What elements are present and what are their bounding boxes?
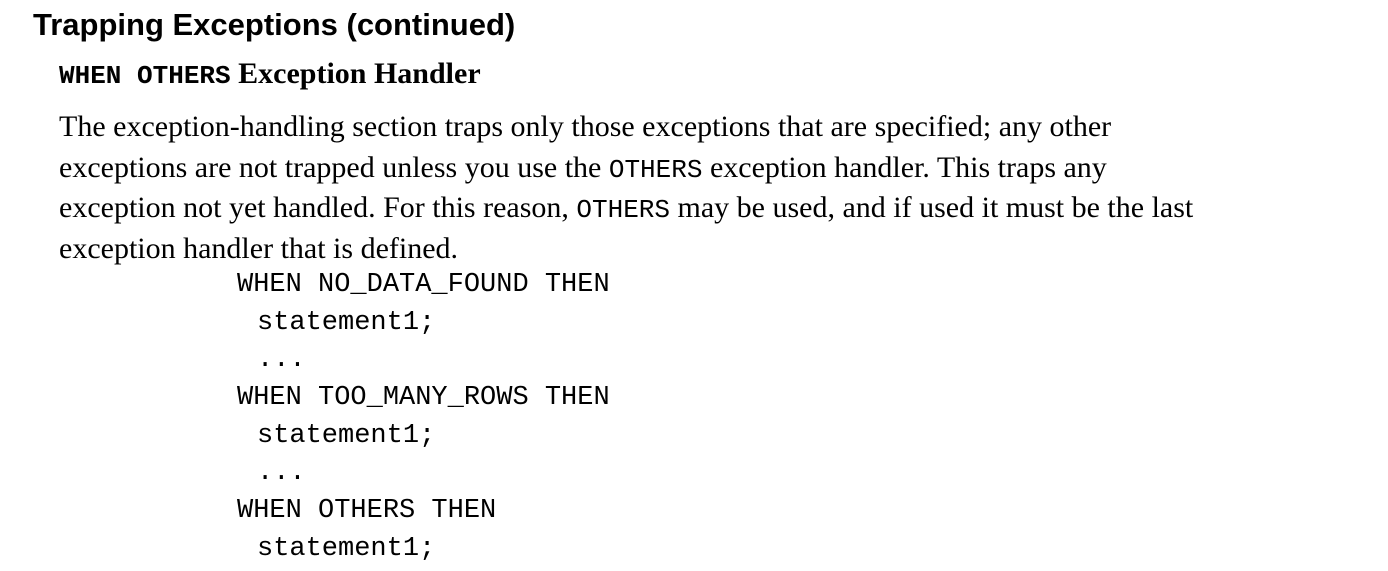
code-line: WHEN OTHERS THEN: [237, 496, 497, 527]
paragraph-line-3: [59, 188, 1379, 229]
page-title: Trapping Exceptions (continued): [33, 7, 516, 42]
code-line: statement1;: [257, 420, 436, 451]
paragraph-line-2-after: exception handler. This traps any: [702, 150, 1107, 184]
inline-code-others: OTHERS: [608, 154, 703, 185]
paragraph-line-1: The exception-handling section traps only those exceptions that are specified; any other: [59, 110, 1112, 143]
body-paragraph: [59, 107, 1379, 269]
code-line: ...: [257, 458, 306, 489]
code-line: statement1;: [257, 533, 436, 564]
code-line: WHEN TOO_MANY_ROWS THEN: [237, 383, 610, 414]
subheading-code: WHEN OTHERS: [59, 61, 231, 91]
code-line: ...: [257, 345, 306, 376]
paragraph-line-2: [59, 148, 1379, 189]
subheading-text: Exception Handler: [230, 57, 481, 90]
inline-code-others: OTHERS: [576, 195, 671, 225]
code-line: WHEN NO_DATA_FOUND THEN: [237, 270, 610, 300]
paragraph-line-3-before: exception not yet handled. For this reason,: [59, 191, 577, 224]
paragraph-line-3-after: may be used, and if used it must be the last: [670, 191, 1194, 224]
code-block: [237, 267, 610, 569]
code-line: statement1;: [257, 307, 436, 338]
paragraph-line-4: exception handler that is defined.: [59, 231, 459, 265]
section-subheading: [59, 54, 481, 96]
paragraph-line-2-before: exceptions are not trapped unless you use the: [59, 150, 609, 184]
